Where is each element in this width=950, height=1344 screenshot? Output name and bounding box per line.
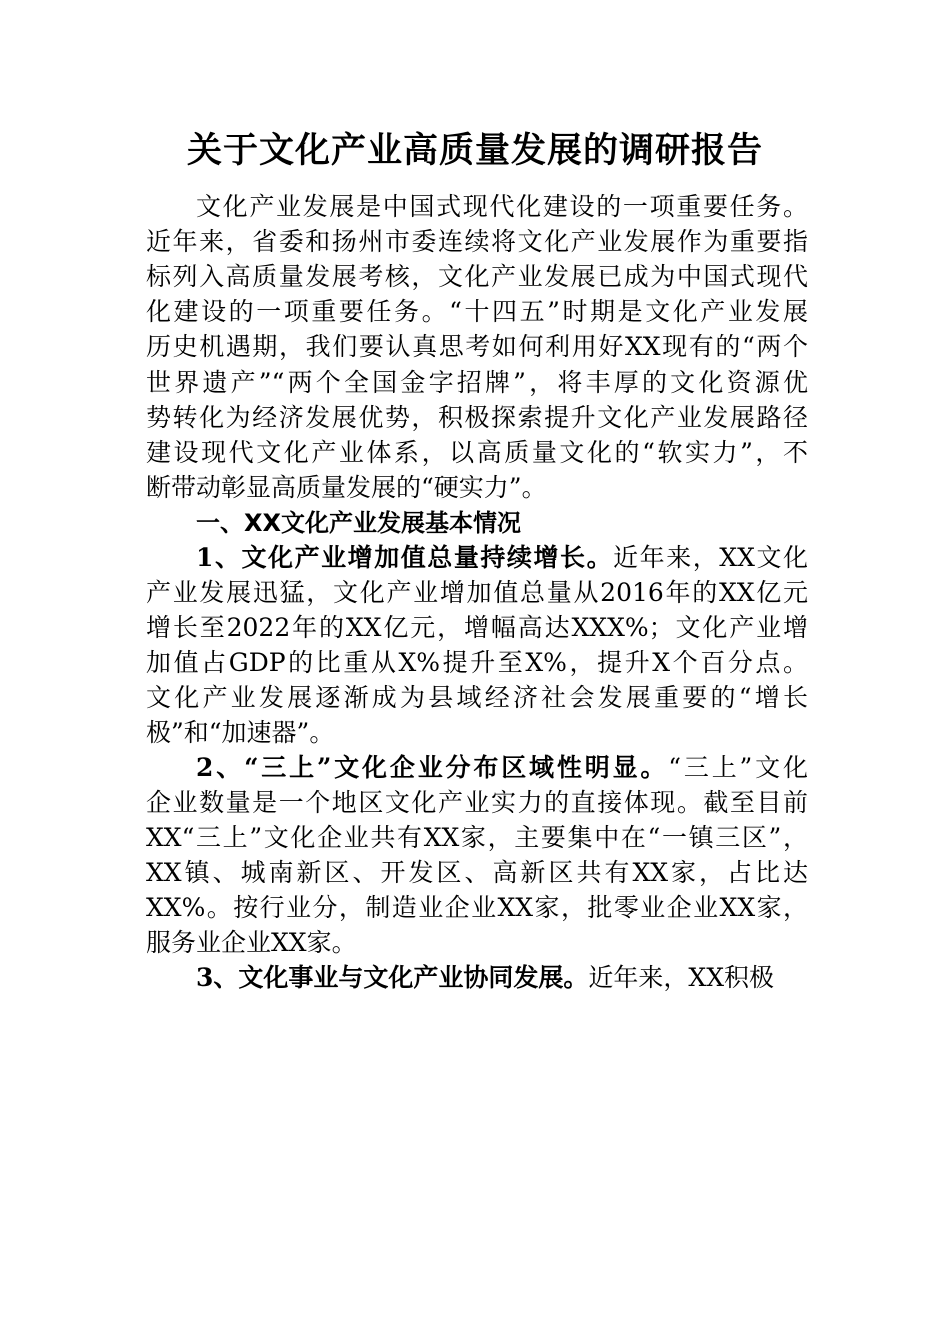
item3-lead: 近年来，XX积极 (588, 963, 775, 992)
item1-line: 产业发展迅猛，文化产业增加值总量从2016年的XX亿元 (146, 578, 808, 607)
intro-line: 历史机遇期，我们要认真思考如何利用好XX现有的“两个 (146, 332, 808, 361)
intro-line: 化建设的一项重要任务。“十四五”时期是文化产业发展 (146, 297, 808, 326)
section-heading: 一、XX文化产业发展基本情况 (196, 509, 522, 537)
item1-first-line (196, 541, 808, 575)
item1-line: 极”和“加速器”。 (146, 718, 335, 747)
item2-lead: “三上”文化 (668, 753, 808, 782)
item2-line: 企业数量是一个地区文化产业实力的直接体现。截至目前 (146, 788, 808, 817)
item2-first-line (196, 751, 808, 785)
item2-line: XX“三上”文化企业共有XX家，主要集中在“一镇三区”， (146, 823, 808, 852)
item1-lead: 近年来，XX文化 (613, 543, 808, 572)
item2-heading: 2、“三上”文化企业分布区域性明显。 (196, 753, 669, 782)
item1-line: 加值占GDP的比重从X%提升至X%，提升X个百分点。 (146, 648, 808, 677)
document-title: 关于文化产业高质量发展的调研报告 (186, 130, 763, 171)
item1-heading: 1、文化产业增加值总量持续增长。 (196, 543, 614, 572)
intro-line: 断带动彰显高质量发展的“硬实力”。 (146, 473, 547, 502)
intro-line: 建设现代文化产业体系，以高质量文化的“软实力”，不 (146, 438, 808, 467)
item2-line: 服务业企业XX家。 (146, 928, 357, 957)
item2-line: XX%。按行业分，制造业企业XX家，批零业企业XX家， (146, 893, 808, 922)
intro-line: 世界遗产”“两个全国金字招牌”，将丰厚的文化资源优 (146, 368, 808, 397)
item3-heading: 3、文化事业与文化产业协同发展。 (196, 963, 589, 992)
item1-line: 增长至2022年的XX亿元，增幅高达XXX%；文化产业增 (146, 613, 808, 642)
intro-line: 标列入高质量发展考核，文化产业发展已成为中国式现代 (146, 262, 808, 291)
intro-line: 文化产业发展是中国式现代化建设的一项重要任务。 (196, 192, 808, 221)
intro-line: 势转化为经济发展优势，积极探索提升文化产业发展路径 (146, 403, 808, 432)
item1-line: 文化产业发展逐渐成为县域经济社会发展重要的“增长 (146, 683, 808, 712)
intro-line: 近年来，省委和扬州市委连续将文化产业发展作为重要指 (146, 227, 808, 256)
item2-line: XX镇、城南新区、开发区、高新区共有XX家，占比达 (146, 858, 808, 887)
item3-first-line (196, 961, 796, 995)
